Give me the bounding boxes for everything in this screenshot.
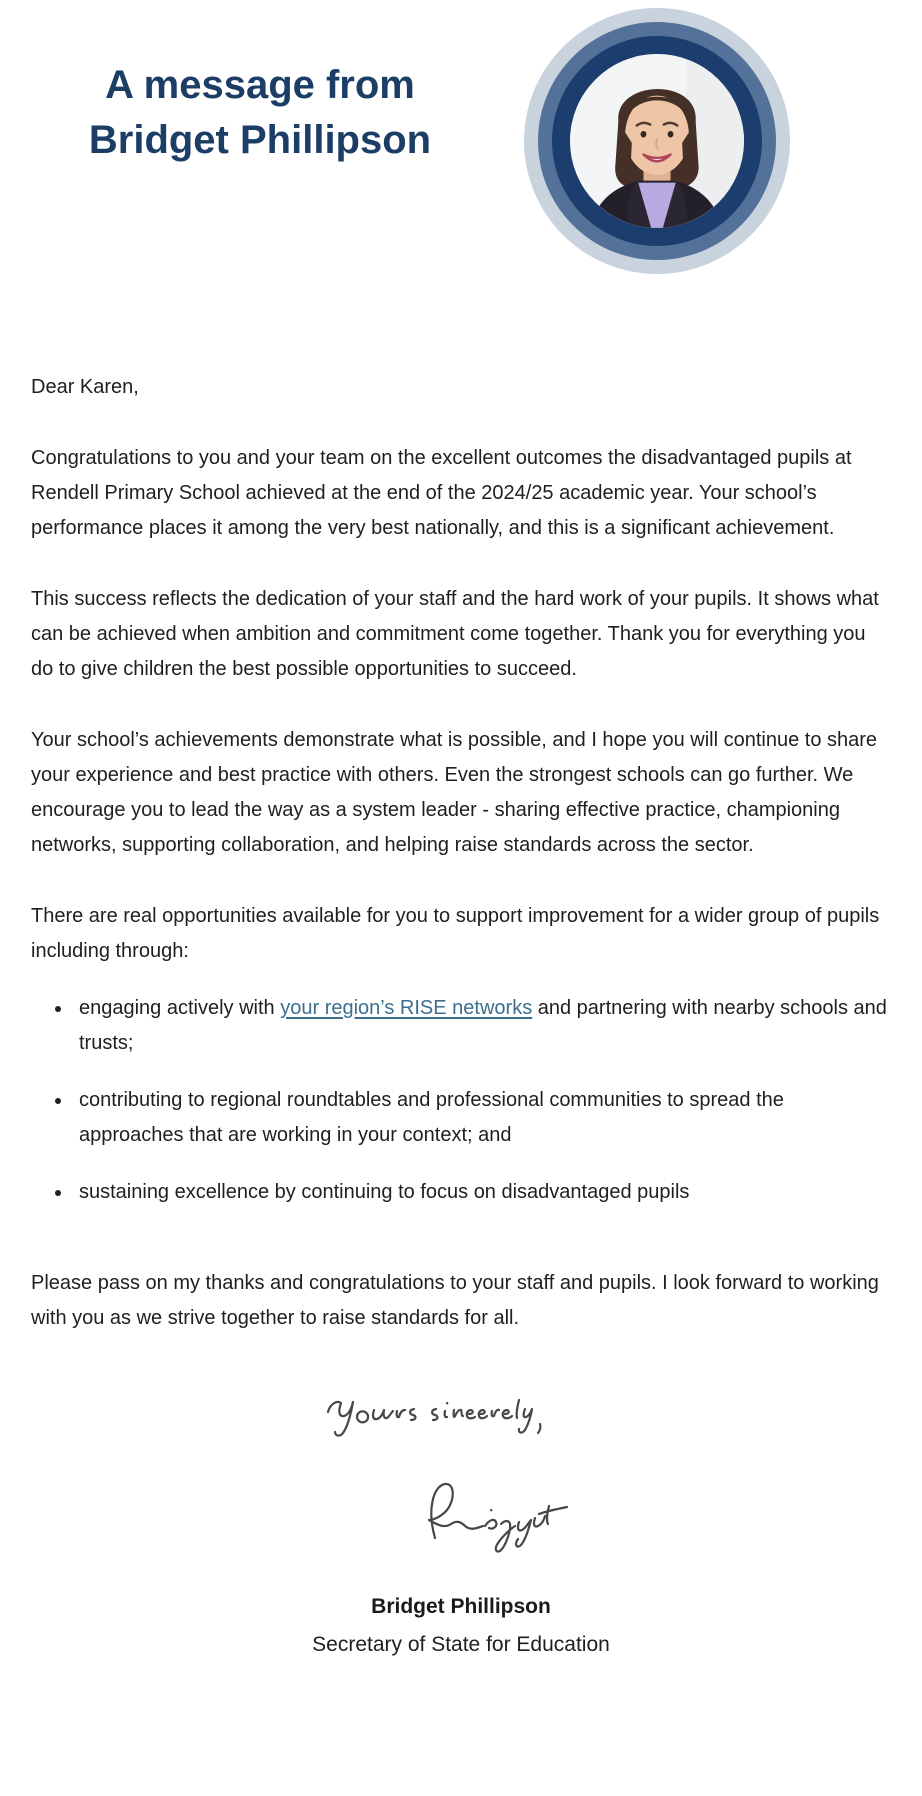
portrait-photo [570,54,744,228]
bottom-spacer [0,1660,922,1716]
list-item-sustaining-excellence: • sustaining excellence by continuing to focus on disadvantaged pupils [73,1175,891,1210]
letter-paragraph-4: There are real opportunities available for you to support improvement for a wider group of pupils including through: [31,905,880,962]
letter-paragraph-2: This success reflects the dedication of your staff and the hard work of your pupils. It shows what can be achieved when ambition and commitment come together. Thank you for everything you do to give children the best possible opportunities to succeed. [31,588,879,680]
letter-body [31,370,891,1336]
page-title [25,58,495,168]
list-item-roundtables: • contributing to regional roundtables and professional communities to spread the approaches that are working in your context; and [73,1083,891,1153]
letter-paragraph-3: Your school’s achievements demonstrate what is possible, and I hope you will continue to share your experience and best practice with others. Even the strongest schools can go further. We encourage you to lead the way as a system leader - sharing effective practice, championing networks, supporting collaboration, and helping raise standards across the sector. [31,729,878,856]
valediction-handwriting [314,1388,564,1450]
bullet-text-after-link: and partnering with nearby schools and trusts; [79,997,887,1054]
signature-handwriting [405,1472,605,1558]
greeting: Dear Karen, [31,376,139,398]
rise-networks-link[interactable]: your region’s RISE networks [280,997,533,1019]
closing-paragraph: Please pass on my thanks and congratulations to your staff and pupils. I look forward to working with you as we strive together to raise standards for all. [31,1272,879,1329]
letter-paragraph-1: Congratulations to you and your team on the excellent outcomes the disadvantaged pupils at Rendell Primary School achieved at the end of the 2024/25 academic year. Your school’s performance places it among the very best nationally, and this is a significant achievement. [31,447,852,539]
signatory-title: Secretary of State for Education [312,1633,610,1656]
list-item-rise-networks [73,991,891,1061]
signatory-name: Bridget Phillipson [371,1595,551,1618]
portrait-frame [524,8,790,274]
bullet-text-before-link: engaging actively with [79,997,281,1019]
page-title-line-2: Bridget Phillipson [88,118,432,162]
portrait-rings [570,54,744,228]
opportunities-list [31,991,891,1210]
page-title-line-1: A message from [105,63,415,107]
signature-block [0,1388,922,1660]
header [0,0,922,274]
